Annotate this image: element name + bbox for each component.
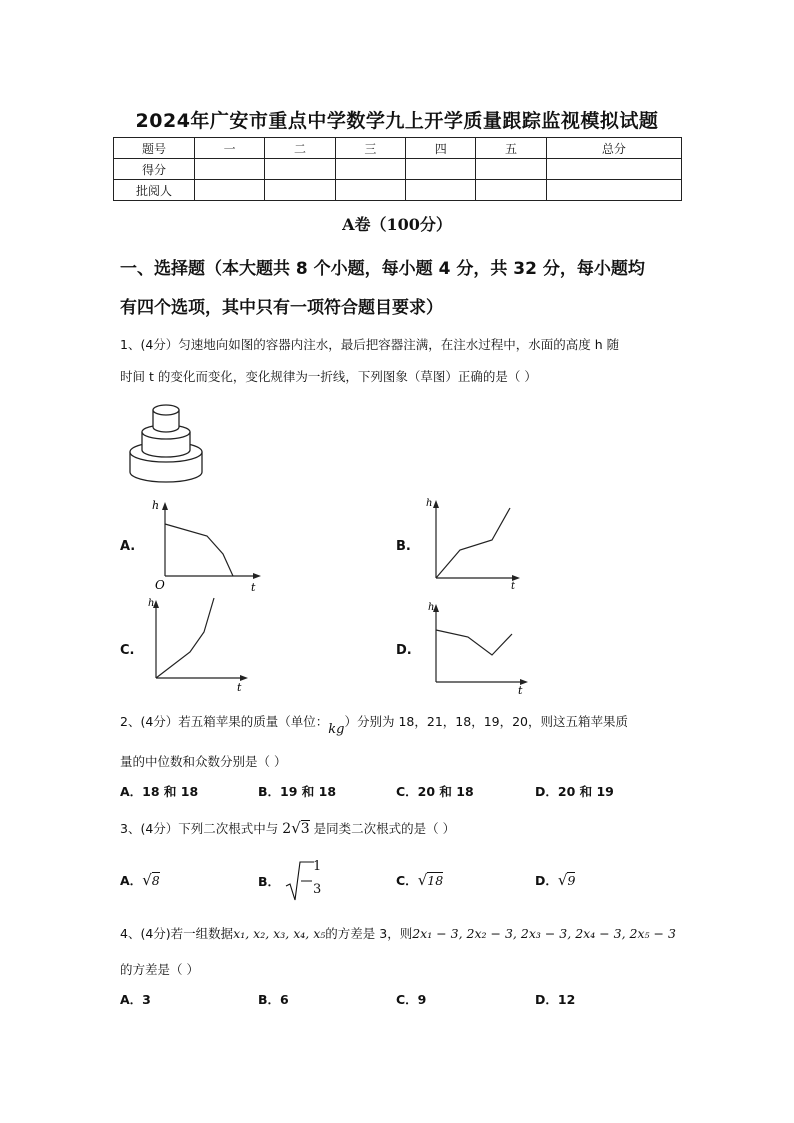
score-cell[interactable] (406, 180, 476, 201)
score-header-cell: 五 (476, 138, 546, 159)
sqrt-icon: √ (417, 871, 428, 889)
t-axis-label: t (237, 681, 242, 694)
q3-text-line1 (120, 819, 455, 837)
q1-graph-b (424, 494, 524, 590)
q4-option-a[interactable]: A．3 (120, 992, 151, 1007)
q2-option-c[interactable]: C．20 和 18 (396, 784, 474, 799)
sqrt-fraction-icon (284, 860, 316, 904)
graph-b-line (436, 508, 510, 578)
q2-text-line2: 量的中位数和众数分别是（ ） (120, 754, 287, 769)
score-header-cell: 总分 (546, 138, 681, 159)
score-row (114, 159, 682, 180)
q4-vars: x₁, x₂, x₃, x₄, x₅ (233, 926, 326, 941)
score-cell[interactable] (265, 159, 335, 180)
score-header-cell: 二 (265, 138, 335, 159)
q3-option-a[interactable] (120, 871, 160, 889)
t-axis-label: t (518, 684, 523, 696)
score-header-cell: 三 (335, 138, 405, 159)
q1-option-d-label[interactable]: D. (396, 643, 412, 658)
sqrt-icon: √ (291, 819, 301, 837)
q3-fraction-denominator: 3 (313, 882, 322, 897)
q3-option-label: C． (396, 873, 418, 888)
score-cell[interactable] (265, 180, 335, 201)
q4-text-line1 (120, 924, 676, 942)
q1-graph-d (426, 600, 532, 696)
q4-text-a: 4、(4分)若一组数据 (120, 926, 234, 941)
q1-graph-a (145, 496, 265, 594)
q4-text-line2: 的方差是（ ） (120, 962, 199, 977)
q3-expr-rad: 3 (300, 821, 310, 837)
score-cell[interactable] (406, 159, 476, 180)
reviewer-row (114, 180, 682, 201)
q2-option-b[interactable]: B．19 和 18 (258, 784, 337, 799)
q3-option-radicand: 9 (567, 873, 576, 888)
score-header-cell: 一 (195, 138, 265, 159)
q3-option-label: D． (535, 873, 558, 888)
q3-option-radicand: 18 (427, 873, 444, 888)
score-table-header-row (114, 138, 682, 159)
q3-option-label: A． (120, 873, 143, 888)
q3-text-a: 3、(4分）下列二次根式中与 (120, 821, 279, 836)
q3-option-label: B． (258, 874, 281, 889)
q3-option-c[interactable] (396, 871, 443, 889)
score-cell[interactable] (335, 180, 405, 201)
q2-option-a[interactable]: A．18 和 18 (120, 784, 199, 799)
q4-option-d[interactable]: D．12 (535, 992, 576, 1007)
q1-option-b-label[interactable]: B. (396, 539, 411, 554)
q1-text-line2: 时间 t 的变化而变化，变化规律为一折线，下列图象（草图）正确的是（ ） (120, 369, 537, 384)
h-axis-label: h (152, 499, 160, 512)
q3-expr-coef: 2 (282, 821, 292, 837)
score-cell[interactable] (195, 180, 265, 201)
q3-option-d[interactable] (535, 871, 575, 889)
score-table (113, 137, 682, 201)
q3-fraction-numerator: 1 (313, 859, 322, 874)
h-axis-label: h (426, 498, 433, 509)
q2-option-d[interactable]: D．20 和 19 (535, 784, 614, 799)
score-row-label: 得分 (114, 159, 195, 180)
score-cell[interactable] (335, 159, 405, 180)
q2-text-line1 (120, 712, 629, 737)
score-cell[interactable] (476, 180, 546, 201)
score-cell[interactable] (195, 159, 265, 180)
t-axis-label: t (511, 581, 516, 590)
q2-text-a: 2、(4分）若五箱苹果的质量（单位： (120, 714, 329, 729)
score-row-label: 批阅人 (114, 180, 195, 201)
container-figure (126, 400, 206, 486)
q4-option-b[interactable]: B．6 (258, 992, 289, 1007)
q3-text-b: 是同类二次根式的是（ ） (313, 821, 456, 836)
q2-text-b: ）分别为 18，21，18，19，20，则这五箱苹果质 (344, 714, 629, 729)
q1-option-a-label[interactable]: A. (120, 539, 136, 554)
q4-expr: 2x₁ − 3, 2x₂ − 3, 2x₃ − 3, 2x₄ − 3, 2x₅ − 3 (412, 926, 676, 941)
score-header-cell: 题号 (114, 138, 195, 159)
score-cell[interactable] (546, 159, 681, 180)
graph-d-line (436, 630, 512, 655)
q1-graph-c (144, 594, 254, 694)
graph-a-line (165, 524, 233, 576)
part1-heading-line1: 一、选择题（本大题共 8 个小题，每小题 4 分，共 32 分，每小题均 (120, 259, 645, 279)
h-axis-label: h (428, 602, 435, 613)
q3-option-radicand: 8 (151, 873, 160, 888)
h-axis-label: h (148, 598, 155, 609)
score-header-cell: 四 (406, 138, 476, 159)
t-axis-label: t (251, 581, 256, 594)
q1-text-line1: 1、(4分）匀速地向如图的容器内注水，最后把容器注满，在注水过程中，水面的高度 h 随 (120, 337, 620, 352)
q4-option-c[interactable]: C．9 (396, 992, 427, 1007)
q3-option-b[interactable] (258, 859, 322, 900)
q2-unit: kg (328, 722, 345, 737)
score-cell[interactable] (476, 159, 546, 180)
sqrt-icon: √ (142, 871, 152, 889)
graph-c-line (156, 598, 214, 678)
exam-title: 2024年广安市重点中学数学九上开学质量跟踪监视模拟试题 (135, 110, 659, 132)
section-a-heading: A卷（100分） (342, 215, 452, 234)
origin-label: O (155, 578, 165, 592)
part1-heading-line2: 有四个选项，其中只有一项符合题目要求） (120, 298, 443, 318)
q4-text-b: 的方差是 3，则 (325, 926, 413, 941)
q1-option-c-label[interactable]: C. (120, 643, 135, 658)
sqrt-icon: √ (557, 871, 568, 889)
score-cell[interactable] (546, 180, 681, 201)
